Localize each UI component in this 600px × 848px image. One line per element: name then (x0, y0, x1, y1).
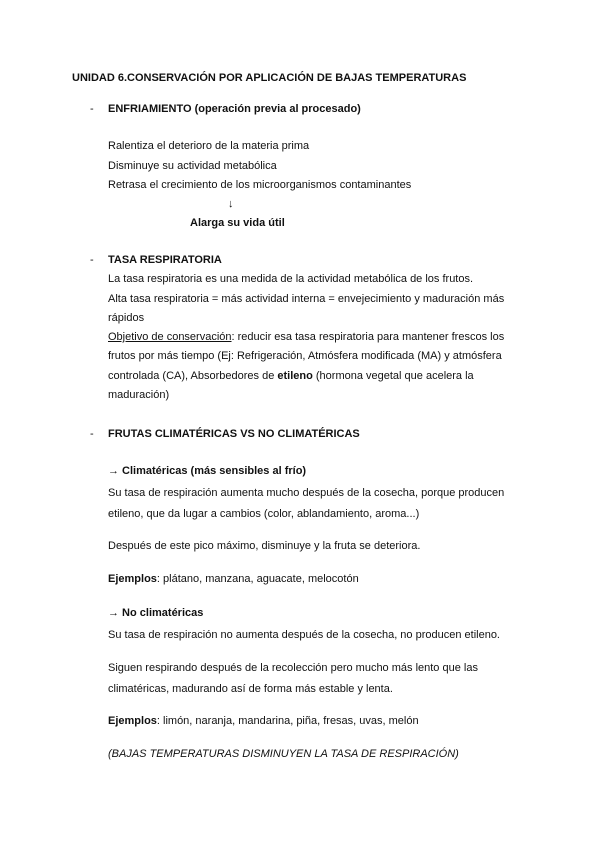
down-arrow-icon: ↓ (228, 198, 234, 210)
ejemplos-text: : plátano, manzana, aguacate, melocotón (156, 573, 359, 585)
tasa-line: rápidos (108, 312, 145, 324)
enfriamiento-item: Retrasa el crecimiento de los microorganismos contaminantes (108, 179, 412, 191)
climatericas-ejemplos (108, 572, 359, 586)
document-title: UNIDAD 6.CONSERVACIÓN POR APLICACIÓN DE BAJAS TEMPERATURAS (72, 72, 467, 84)
climatericas-text: Su tasa de respiración aumenta mucho después de la cosecha, porque producen (108, 487, 505, 499)
tasa-text: (hormona vegetal que acelera la (312, 370, 474, 382)
section-heading-tasa: TASA RESPIRATORIA (108, 254, 222, 266)
bullet-dash: - (90, 103, 94, 115)
tasa-line: frutos por más tiempo (Ej: Refrigeración, Atmósfera modificada (MA) y atmósfera (108, 350, 502, 362)
no-climatericas-ejemplos (108, 714, 419, 728)
etileno-term: etileno (277, 370, 313, 382)
climatericas-text: Después de este pico máximo, disminuye y la fruta se deteriora. (108, 540, 421, 552)
tasa-objetivo-line (108, 330, 504, 344)
ejemplos-label: Ejemplos (108, 573, 157, 585)
bullet-dash: - (90, 428, 94, 440)
no-climatericas-text: Siguen respirando después de la recolección pero mucho más lento que las (108, 662, 478, 674)
enfriamiento-item: Disminuye su actividad metabólica (108, 160, 277, 172)
no-climatericas-text: Su tasa de respiración no aumenta después de la cosecha, no producen etileno. (108, 629, 500, 641)
objetivo-text: : reducir esa tasa respiratoria para mantener frescos los (231, 331, 505, 343)
climatericas-text: etileno, que da lugar a cambios (color, ablandamiento, aroma...) (108, 508, 420, 520)
tasa-line: La tasa respiratoria es una medida de la actividad metabólica de los frutos. (108, 273, 474, 285)
no-climatericas-heading: → No climatéricas (108, 607, 204, 619)
bullet-dash: - (90, 254, 94, 266)
ejemplos-label: Ejemplos (108, 715, 157, 727)
tasa-text: controlada (CA), Absorbedores de (108, 370, 278, 382)
enfriamiento-result: Alarga su vida útil (190, 217, 285, 229)
temperature-note: (BAJAS TEMPERATURAS DISMINUYEN LA TASA DE RESPIRACIÓN) (108, 748, 459, 760)
tasa-line: maduración) (108, 389, 170, 401)
tasa-line: Alta tasa respiratoria = más actividad interna = envejecimiento y maduración más (108, 293, 505, 305)
objetivo-label: Objetivo de conservación (108, 331, 232, 343)
section-heading-frutas: FRUTAS CLIMATÉRICAS VS NO CLIMATÉRICAS (108, 428, 360, 440)
no-climatericas-text: climatéricas, madurando así de forma más estable y lenta. (108, 683, 393, 695)
ejemplos-text: : limón, naranja, mandarina, piña, fresas, uvas, melón (156, 715, 419, 727)
enfriamiento-item: Ralentiza el deterioro de la materia prima (108, 140, 310, 152)
section-heading-enfriamiento: ENFRIAMIENTO (operación previa al procesado) (108, 103, 361, 115)
climatericas-heading: → Climatéricas (más sensibles al frío) (108, 465, 307, 477)
tasa-line (108, 369, 474, 383)
